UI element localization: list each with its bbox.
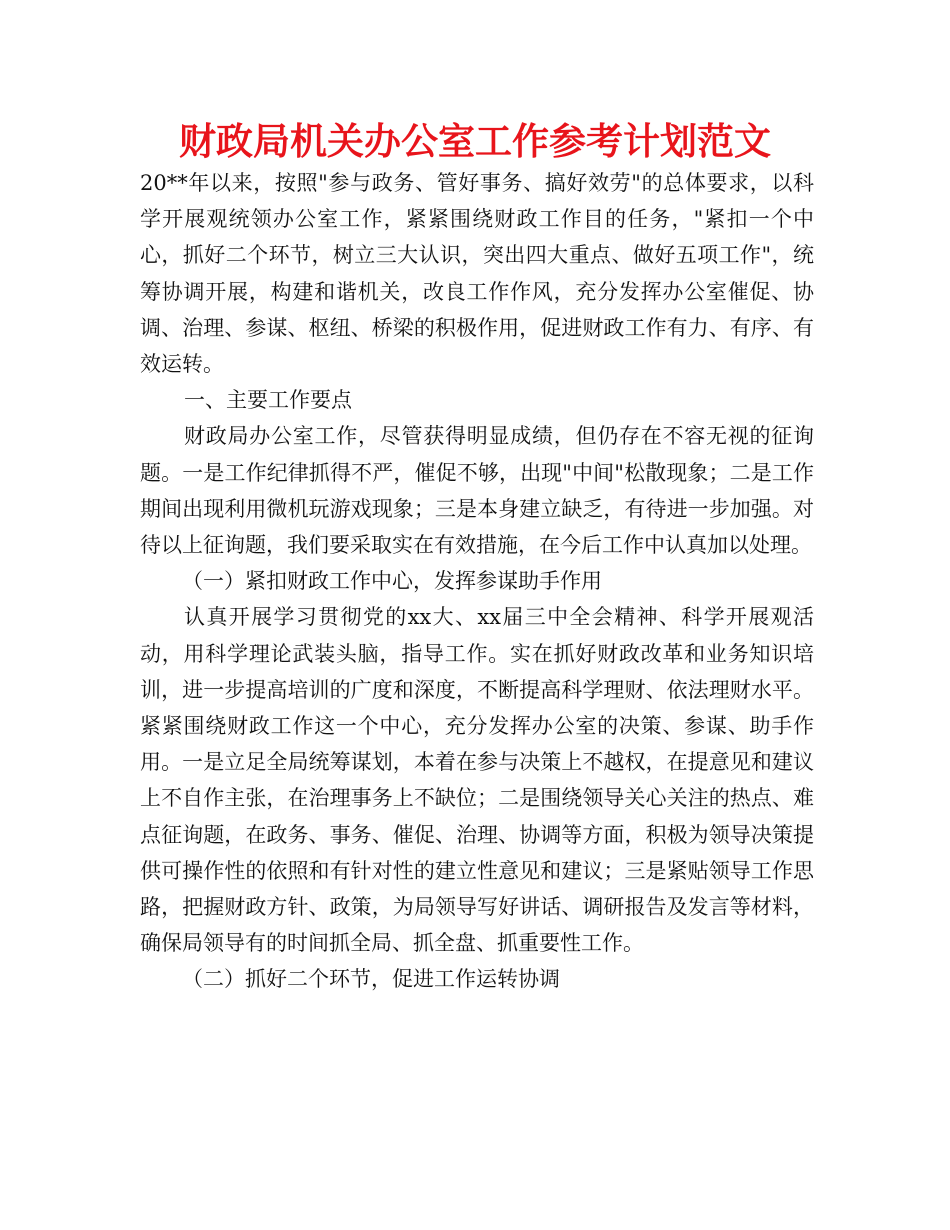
document-body	[140, 165, 814, 998]
section-heading-main-points: 一、主要工作要点	[184, 388, 352, 413]
document-title: 财政局机关办公室工作参考计划范文	[179, 120, 771, 163]
intro-paragraph: 20**年以来，按照"参与政务、管好事务、搞好效劳"的总体要求，以科学开展观统领办公室工作，紧紧围绕财政工作目的任务，"紧扣一个中心，抓好二个环节，树立三大认识，突出四大重点、做好五项工作"，统筹协调开展，构建和谐机关，改良工作作风，充分发挥办公室催促、协调、治理、参谋、枢纽、桥梁的积极作用，促进财政工作有力、有序、有效运转。	[140, 171, 814, 377]
subsection-1-paragraph: 认真开展学习贯彻党的xx大、xx届三中全会精神、科学开展观活动，用科学理论武装头脑，指导工作。实在抓好财政改革和业务知识培训，进一步提高培训的广度和深度，不断提高科学理财、依法理财水平。紧紧围绕财政工作这一个中心，充分发挥办公室的决策、参谋、助手作用。一是立足全局统筹谋划，本着在参与决策上不越权，在提意见和建议上不自作主张，在治理事务上不缺位；二是围绕领导关心关注的热点、难点征询题，在政务、事务、催促、治理、协调等方面，积极为领导决策提供可操作性的依照和有针对性的建立性意见和建议；三是紧贴领导工作思路，把握财政方针、政策，为局领导写好讲话、调研报告及发言等材料，确保局领导有的时间抓全局、抓全盘、抓重要性工作。	[140, 605, 814, 956]
problems-paragraph: 财政局办公室工作，尽管获得明显成绩，但仍存在不容无视的征询题。一是工作纪律抓得不严，催促不够，出现"中间"松散现象；二是工作期间出现利用微机玩游戏现象；三是本身建立缺乏，有待进一步加强。对待以上征询题，我们要采取实在有效措施，在今后工作中认真加以处理。	[140, 424, 814, 558]
subsection-heading-1: （一）紧扣财政工作中心，发挥参谋助手作用	[182, 569, 602, 594]
subsection-heading-2: （二）抓好二个环节，促进工作运转协调	[182, 967, 560, 992]
